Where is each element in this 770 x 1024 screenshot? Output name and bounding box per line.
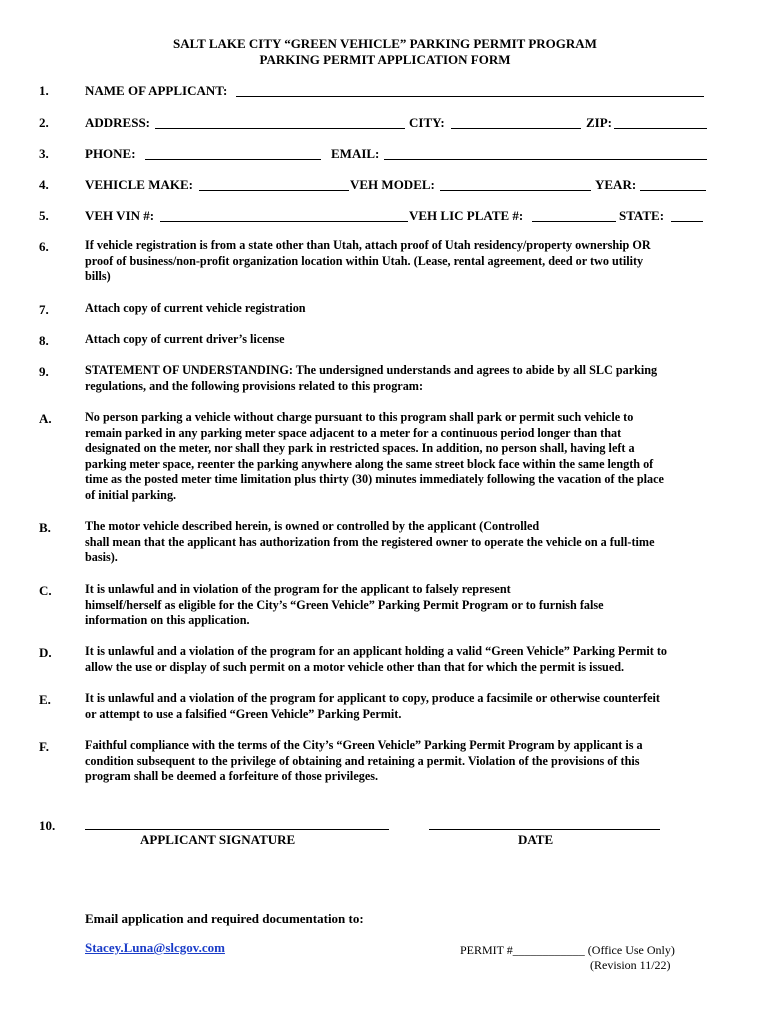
form-title: SALT LAKE CITY “GREEN VEHICLE” PARKING PERMIT PROGRAM xyxy=(173,36,597,51)
contact-email-link[interactable]: Stacey.Luna@slcgov.com xyxy=(85,940,225,955)
registration-instruction: Attach copy of current vehicle registration xyxy=(85,301,306,315)
vin-label: VEH VIN #: xyxy=(85,208,155,223)
out-of-state-instruction: If vehicle registration is from a state other than Utah, attach proof of Utah residency/property ownership OR proof of business/non-profit organization location within Utah. (Lease, rental agreement, deed or two utility bills) xyxy=(85,238,651,284)
license-plate-label: VEH LIC PLATE #: xyxy=(409,208,524,223)
provision-b-text: The motor vehicle described herein, is owned or controlled by the applicant (Controlled shall mean that the applicant has authorization from the registered owner to operate the vehicle on a full-time basis). xyxy=(85,519,655,565)
provision-f-text: Faithful compliance with the terms of the City’s “Green Vehicle” Parking Permit Program by applicant is a condition subsequent to the privilege of obtaining and retaining a permit. Violation of the provisions of this program shall be deemed a forfeiture of those privileges. xyxy=(85,738,643,784)
email-field[interactable] xyxy=(384,159,707,160)
provision-letter-c: C. xyxy=(39,583,52,598)
item-number-6: 6. xyxy=(39,239,49,254)
city-label: CITY: xyxy=(409,115,445,130)
city-field[interactable] xyxy=(451,128,581,129)
item-number-8: 8. xyxy=(39,333,49,348)
item-number-3: 3. xyxy=(39,146,49,161)
vehicle-year-field[interactable] xyxy=(640,190,706,191)
name-field[interactable] xyxy=(236,96,704,97)
address-label: ADDRESS: xyxy=(85,115,151,130)
item-number-10: 10. xyxy=(39,818,56,833)
vehicle-year-label: YEAR: xyxy=(595,177,637,192)
license-instruction: Attach copy of current driver’s license xyxy=(85,332,285,346)
vehicle-model-field[interactable] xyxy=(440,190,591,191)
date-field[interactable] xyxy=(429,829,660,830)
revision-note: (Revision 11/22) xyxy=(590,958,671,972)
zip-field[interactable] xyxy=(614,128,707,129)
provision-e-text: It is unlawful and a violation of the program for applicant to copy, produce a facsimile or otherwise counterfeit or attempt to use a falsified “Green Vehicle” Parking Permit. xyxy=(85,691,660,721)
email-instruction: Email application and required documentation to: xyxy=(85,911,364,926)
provision-letter-f: F. xyxy=(39,739,49,754)
provision-letter-e: E. xyxy=(39,692,51,707)
provision-d-text: It is unlawful and a violation of the program for an applicant holding a valid “Green Vehicle” Parking Permit to allow the use or display of such permit on a motor vehicle other than that for which the permit is issued. xyxy=(85,644,667,674)
item-number-5: 5. xyxy=(39,208,49,223)
name-label: NAME OF APPLICANT: xyxy=(85,83,228,98)
permit-number-office-use: PERMIT #____________ (Office Use Only) xyxy=(460,943,675,957)
applicant-signature-field[interactable] xyxy=(85,829,389,830)
vehicle-make-field[interactable] xyxy=(199,190,349,191)
state-label: STATE: xyxy=(619,208,665,223)
date-label: DATE xyxy=(518,832,554,847)
provision-letter-b: B. xyxy=(39,520,51,535)
vehicle-make-label: VEHICLE MAKE: xyxy=(85,177,193,192)
email-label: EMAIL: xyxy=(331,146,380,161)
address-field[interactable] xyxy=(155,128,405,129)
applicant-signature-label: APPLICANT SIGNATURE xyxy=(140,832,296,847)
item-number-4: 4. xyxy=(39,177,49,192)
state-field[interactable] xyxy=(671,221,703,222)
vin-field[interactable] xyxy=(160,221,408,222)
item-number-2: 2. xyxy=(39,115,49,130)
provision-c-text: It is unlawful and in violation of the program for the applicant to falsely represent himself/herself as eligible for the City’s “Green Vehicle” Parking Permit Program or to furnish false information on this application. xyxy=(85,582,604,628)
form-subtitle: PARKING PERMIT APPLICATION FORM xyxy=(259,52,511,67)
statement-of-understanding: STATEMENT OF UNDERSTANDING: The undersigned understands and agrees to abide by all SLC parking regulations, and the following provisions related to this program: xyxy=(85,363,658,393)
provision-a-text: No person parking a vehicle without charge pursuant to this program shall park or permit such vehicle to remain parked in any parking meter space adjacent to a meter for a continuous period longer than that designated on the meter, nor shall they park in restricted spaces. In addition, no person shall, having left a parking meter space, reenter the parking anywhere along the same street block face within the same length of time as the posted meter time limitation plus thirty (30) minutes immediately following the vacation of the place of initial parking. xyxy=(85,410,664,502)
item-number-1: 1. xyxy=(39,83,49,98)
license-plate-field[interactable] xyxy=(532,221,616,222)
item-number-9: 9. xyxy=(39,364,49,379)
provision-letter-d: D. xyxy=(39,645,52,660)
phone-field[interactable] xyxy=(145,159,321,160)
zip-label: ZIP: xyxy=(586,115,612,130)
phone-label: PHONE: xyxy=(85,146,136,161)
vehicle-model-label: VEH MODEL: xyxy=(350,177,435,192)
provision-letter-a: A. xyxy=(39,411,52,426)
item-number-7: 7. xyxy=(39,302,49,317)
